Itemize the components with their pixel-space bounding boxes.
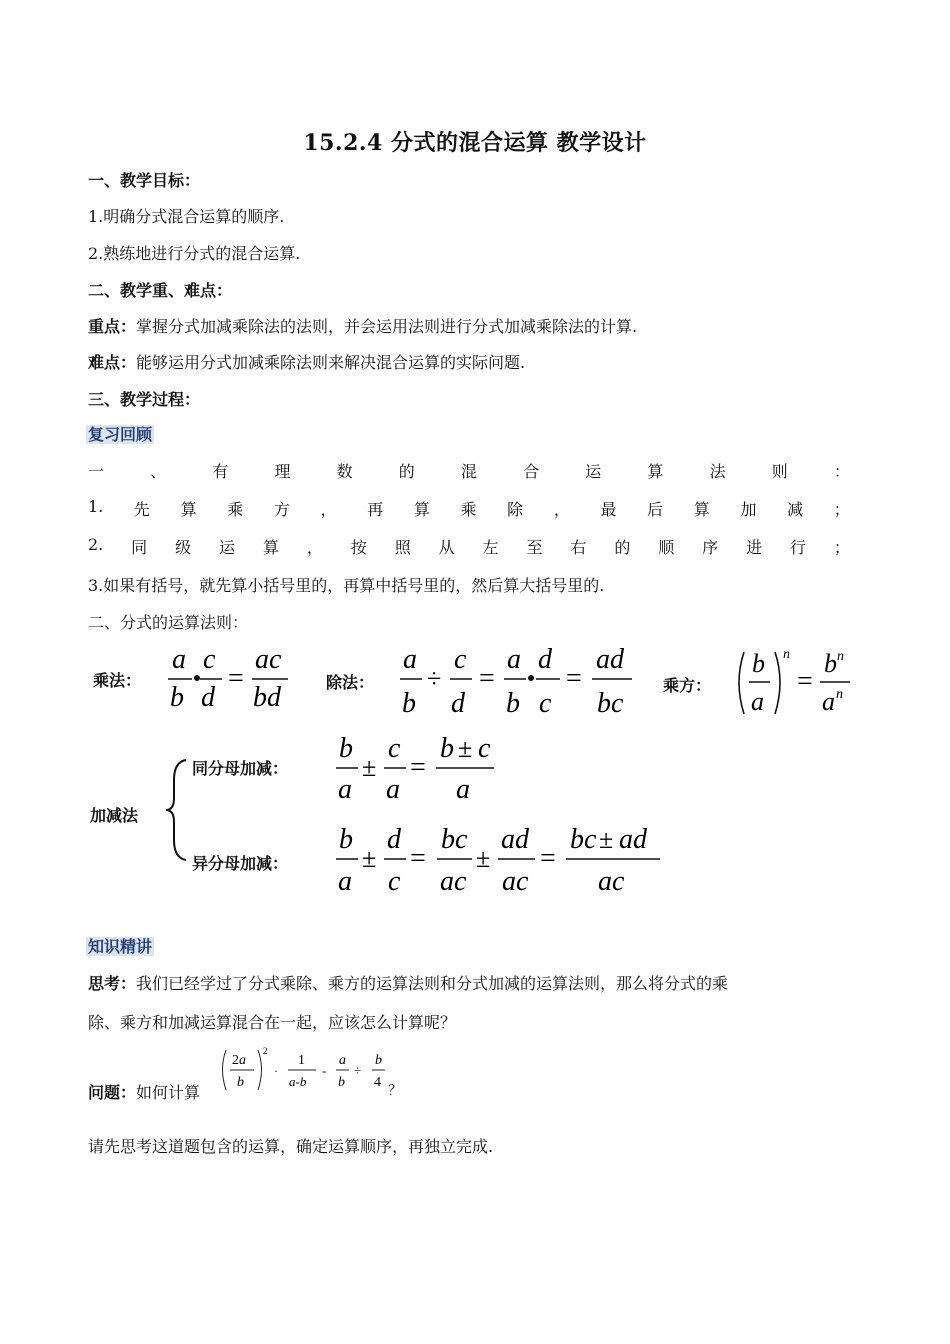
review-char: 先 <box>133 500 150 519</box>
key-point-text: 掌握分式加减乘除法的法则，并会运用法则进行分式加减乘除法的计算. <box>136 317 638 336</box>
review-char: 算 <box>180 500 197 519</box>
review-char: 按 <box>350 538 367 557</box>
question-label: 问题： <box>88 1083 137 1102</box>
svg-text:ac: ac <box>440 866 467 897</box>
svg-text:bc: bc <box>597 688 624 719</box>
svg-text:b: b <box>339 824 353 855</box>
think-label: 思考： <box>88 974 137 993</box>
svg-text:b: b <box>752 649 765 678</box>
difficult-point-text: 能够运用分式加减乘除法则来解决混合运算的实际问题. <box>136 353 526 372</box>
svg-text:a: a <box>456 774 470 805</box>
review-line-2 <box>88 497 850 520</box>
svg-text:b: b <box>338 1075 345 1090</box>
svg-text:±: ± <box>458 734 473 763</box>
svg-text:1: 1 <box>298 1053 305 1068</box>
key-point-label: 重点： <box>88 317 137 336</box>
svg-text:b: b <box>170 682 184 713</box>
svg-text:2: 2 <box>263 1046 268 1056</box>
svg-text:=: = <box>410 843 426 874</box>
svg-text:bd: bd <box>253 682 281 713</box>
review-char: 算 <box>647 462 664 481</box>
review-char: 法 <box>709 462 726 481</box>
svg-text:÷: ÷ <box>354 1063 362 1078</box>
review-char: 加 <box>740 500 757 519</box>
question-text: 如何计算 <box>136 1083 201 1102</box>
review-char: 照 <box>394 538 411 557</box>
review-char: 算 <box>413 500 430 519</box>
instruction: 请先思考这道题包含的运算，确定运算顺序，再独立完成. <box>88 1137 494 1156</box>
review-char: 行 <box>790 538 807 557</box>
svg-text:=: = <box>540 843 556 874</box>
review-char: ： <box>833 462 850 481</box>
svg-text:ad: ad <box>596 644 624 675</box>
svg-text:a: a <box>822 687 835 716</box>
svg-text:ac: ac <box>255 644 282 675</box>
svg-text:c: c <box>478 733 491 764</box>
review-char: 算 <box>262 538 279 557</box>
goal-item-2: 2.熟练地进行分式的混合运算. <box>88 244 301 263</box>
svg-text:ad: ad <box>619 824 647 855</box>
think-text-1: 我们已经学过了分式乘除、乘方的运算法则和分式加减的运算法则，那么将分式的乘 <box>136 974 729 993</box>
svg-text:c: c <box>454 644 467 675</box>
review-char: 运 <box>219 538 236 557</box>
goal-item-1: 1.明确分式混合运算的顺序. <box>88 207 285 226</box>
svg-text:n: n <box>783 647 790 662</box>
svg-text:a-b: a-b <box>289 1074 307 1089</box>
section-heading-process: 三、教学过程： <box>88 390 201 409</box>
svg-text:=: = <box>797 666 813 697</box>
review-char: 顺 <box>658 538 675 557</box>
addsub-label: 加减法 <box>90 806 139 825</box>
review-char: 合 <box>523 462 540 481</box>
review-char: 减 <box>787 500 804 519</box>
svg-text:d: d <box>387 824 401 855</box>
svg-text:a: a <box>386 774 400 805</box>
review-char: 有 <box>212 462 229 481</box>
review-char: 、 <box>150 462 167 481</box>
review-char: ； <box>833 538 850 557</box>
svg-text:bc: bc <box>441 824 468 855</box>
svg-text:=: = <box>410 752 426 783</box>
svg-text:n: n <box>836 687 843 702</box>
svg-text:b: b <box>339 733 353 764</box>
review-label: 复习回顾 <box>88 425 153 444</box>
review-char: 则 <box>771 462 788 481</box>
section-heading-goals: 一、教学目标： <box>88 171 201 190</box>
question-end: ？ <box>388 1083 402 1099</box>
svg-text:4: 4 <box>374 1075 381 1090</box>
svg-text:=: = <box>566 663 582 694</box>
mul-label: 乘法： <box>93 671 142 690</box>
page-title: 15.2.4 分式的混合运算 教学设计 <box>303 130 647 156</box>
diff-denominator-formula <box>336 824 660 897</box>
review-char: 级 <box>175 538 192 557</box>
pow-label: 乘方： <box>663 676 712 695</box>
review-char: 方 <box>273 500 290 519</box>
think-line-1 <box>88 971 868 994</box>
review-char: 混 <box>460 462 477 481</box>
key-point <box>88 314 637 337</box>
svg-text:=: = <box>479 663 495 694</box>
svg-text:±: ± <box>362 753 377 782</box>
svg-text:d: d <box>201 682 215 713</box>
review-char: 进 <box>746 538 763 557</box>
review-char: 乘 <box>460 500 477 519</box>
svg-text:ac: ac <box>502 866 529 897</box>
review-char: ， <box>320 500 337 519</box>
review-line-3 <box>88 535 850 558</box>
review-char: 算 <box>693 500 710 519</box>
svg-text:c: c <box>539 688 552 719</box>
svg-text:b: b <box>506 688 520 719</box>
svg-text:·: · <box>274 1064 278 1078</box>
review-line-1 <box>88 459 850 482</box>
svg-text:b: b <box>402 688 416 719</box>
svg-text:±: ± <box>362 844 377 873</box>
knowledge-label: 知识精讲 <box>88 937 153 956</box>
svg-text:a: a <box>507 644 521 675</box>
svg-text:a: a <box>338 774 352 805</box>
pow-formula <box>739 647 850 716</box>
review-char: 同 <box>131 538 148 557</box>
review-char: 再 <box>367 500 384 519</box>
review-char: 的 <box>614 538 631 557</box>
question-expression <box>218 1044 393 1100</box>
review-char: ， <box>306 538 323 557</box>
div-label: 除法： <box>326 673 375 692</box>
svg-text:÷: ÷ <box>427 664 442 693</box>
svg-text:bc: bc <box>570 824 597 855</box>
review-char: 从 <box>438 538 455 557</box>
svg-text:d: d <box>538 644 552 675</box>
svg-text:ad: ad <box>501 824 529 855</box>
review-char: 最 <box>600 500 617 519</box>
review-char: 除 <box>507 500 524 519</box>
review-char: 右 <box>570 538 587 557</box>
svg-text:d: d <box>451 688 465 719</box>
formula-diagram <box>0 630 950 910</box>
svg-text:b: b <box>237 1075 244 1090</box>
svg-text:a: a <box>172 644 186 675</box>
svg-text:±: ± <box>476 844 491 873</box>
diff-denominator-label: 异分母加减： <box>192 854 289 873</box>
svg-text:±: ± <box>599 825 614 854</box>
svg-text:b: b <box>375 1053 382 1068</box>
review-char: 左 <box>482 538 499 557</box>
review-line-4: 3.如果有括号，就先算小括号里的，再算中括号里的，然后算大括号里的. <box>88 576 605 595</box>
svg-text:c: c <box>388 733 401 764</box>
review-char: 数 <box>336 462 353 481</box>
review-char: ， <box>553 500 570 519</box>
svg-text:b: b <box>824 649 837 678</box>
same-denominator-formula <box>336 733 494 805</box>
same-denominator-label: 同分母加减： <box>192 759 289 778</box>
review-char: 乘 <box>227 500 244 519</box>
difficult-point <box>88 350 525 373</box>
difficult-point-label: 难点： <box>88 353 137 372</box>
review-char: 2. <box>88 535 104 554</box>
svg-text:ac: ac <box>598 866 625 897</box>
review-char: 至 <box>526 538 543 557</box>
svg-text:a: a <box>403 644 417 675</box>
svg-text:a: a <box>338 866 352 897</box>
mul-formula <box>168 644 288 713</box>
svg-text:a: a <box>339 1053 346 1068</box>
question-line <box>88 1080 200 1103</box>
review-char: 1. <box>88 497 104 516</box>
svg-text:-: - <box>322 1063 327 1078</box>
svg-text:c: c <box>388 866 401 897</box>
review-char: 一 <box>88 462 105 481</box>
section-heading-key-points: 二、教学重、难点： <box>88 281 233 300</box>
div-formula <box>400 644 632 719</box>
svg-text:n: n <box>837 649 844 664</box>
svg-text:a: a <box>751 687 764 716</box>
review-char: 序 <box>702 538 719 557</box>
review-char: 的 <box>398 462 415 481</box>
review-char: 运 <box>585 462 602 481</box>
review-line-5: 二、分式的运算法则： <box>88 613 249 632</box>
svg-text:c: c <box>203 644 216 675</box>
svg-text:=: = <box>228 663 244 694</box>
review-char: 后 <box>647 500 664 519</box>
think-line-2: 除、乘方和加减运算混合在一起，应该怎么计算呢？ <box>88 1013 457 1032</box>
review-char: ； <box>833 500 850 519</box>
svg-text:b: b <box>440 733 454 764</box>
review-char: 理 <box>274 462 291 481</box>
svg-text:2a: 2a <box>232 1053 246 1068</box>
